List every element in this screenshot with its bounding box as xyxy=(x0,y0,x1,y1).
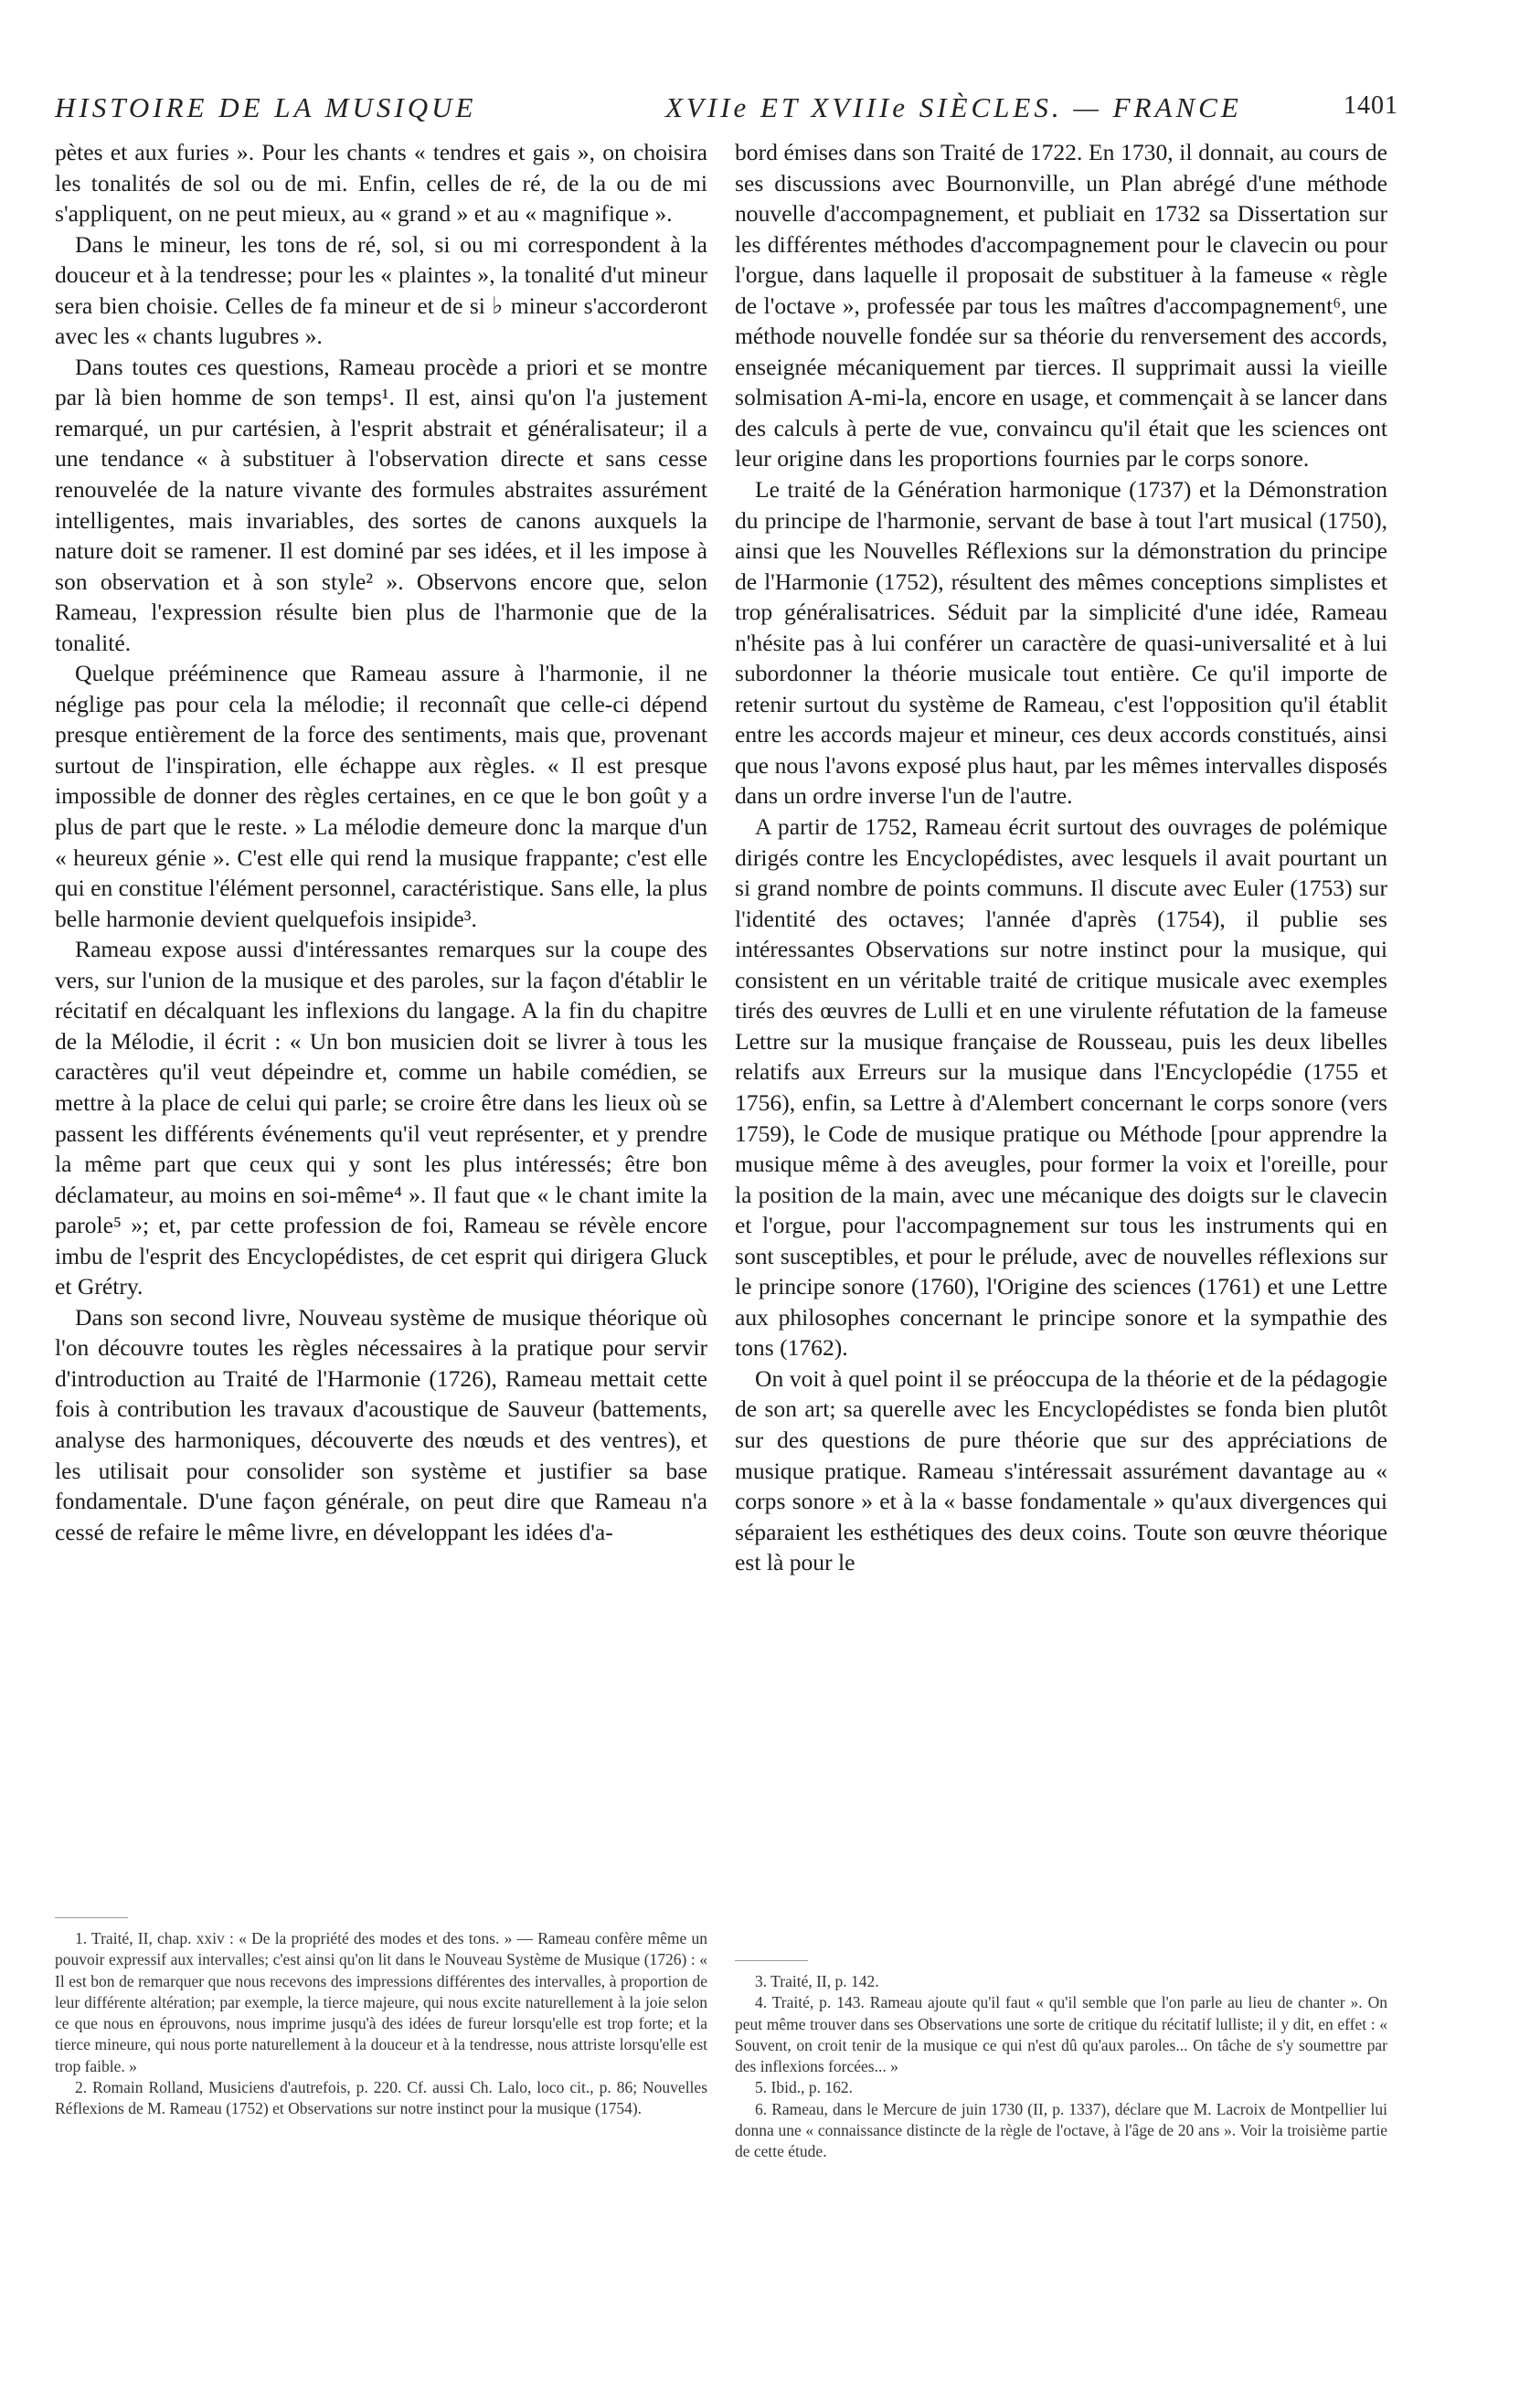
footnotes-left xyxy=(55,1928,707,2120)
footnote: 6. Rameau, dans le Mercure de juin 1730 (II, p. 1337), déclare que M. Lacroix de Montpellier lui donna une « connaissance distincte de la règle de l'octave, à l'âge de 20 ans ». Voir la troisième partie de cette étude. xyxy=(735,2099,1387,2161)
paragraph: bord émises dans son Traité de 1722. En 1730, il donnait, au cours de ses discussions avec Bournonville, un Plan abrégé d'une méthode nouvelle d'accompagnement, et publiait en 1732 sa Dissertation sur les différentes méthodes d'accompagnement pour le clavecin ou pour l'orgue, dans laquelle il proposait de substituer à la fameuse « règle de l'octave », professée par tous les maîtres d'accompagnement⁶, une méthode nouvelle fondée sur sa théorie du renversement des accords, enseignée mécaniquement par tierces. Il supprimait aussi la vieille solmisation A-mi-la, encore en usage, et commençait à se lancer dans des calculs à perte de vue, convaincu qu'il était que les sciences ont leur origine dans les proportions fournies par le corps sonore. xyxy=(735,139,1387,472)
footnote: 2. Romain Rolland, Musiciens d'autrefois, p. 220. Cf. aussi Ch. Lalo, loco cit., p. 86; Nouvelles Réflexions de M. Rameau (1752) et Observations sur notre instinct pour la musique (1754). xyxy=(55,2078,707,2118)
paragraph: Dans toutes ces questions, Rameau procède a priori et se montre par là bien homme de son temps¹. Il est, ainsi qu'on l'a justement remarqué, un pur cartésien, à l'esprit abstrait et généralisateur; il a une tendance « à substituer à l'observation directe et sans cesse renouvelée de la nature vivante des formules abstraites assurément intelligentes, mais invariables, des sortes de canons auxquels la nature doit se ramener. Il est dominé par ses idées, et il les impose à son observation et à son style² ». Observons encore que, selon Rameau, l'expression résulte bien plus de l'harmonie que de la tonalité. xyxy=(55,353,707,656)
paragraph: Le traité de la Génération harmonique (1737) et la Démonstration du principe de l'harmonie, servant de base à tout l'art musical (1750), ainsi que les Nouvelles Réflexions sur la démonstration du principe de l'Harmonie (1752), résultent des mêmes conceptions simplistes et trop généralisatrices. Séduit par la simplicité d'une idée, Rameau n'hésite pas à lui conférer un caractère de quasi-universalité et à lui subordonner la théorie musicale tout entière. Ce qu'il importe de retenir surtout du système de Rameau, c'est l'opposition qu'il établit entre les accords majeur et mineur, ces deux accords constitués, ainsi que nous l'avons exposé plus haut, par les mêmes intervalles disposés dans un ordre inverse l'un de l'autre. xyxy=(735,476,1387,810)
header-left-title: HISTOIRE DE LA MUSIQUE xyxy=(55,91,477,123)
paragraph: A partir de 1752, Rameau écrit surtout des ouvrages de polémique dirigés contre les Encyclopédistes, avec lesquels il avait pourtant un si grand nombre de points communs. Il discute avec Euler (1753) sur l'identité des octaves; l'année d'après (1754), il publie ses intéressantes Observations sur notre instinct pour la musique, qui consistent en un véritable traité de critique musicale avec exemples tirés des œuvres de Lulli et en une virulente réfutation de la fameuse Lettre sur la musique française de Rousseau, puis les deux libelles relatifs aux Erreurs sur la musique dans l'Encyclopédie (1755 et 1756), enfin, sa Lettre à d'Alembert concernant le corps sonore (vers 1759), le Code de musique pratique ou Méthode [pour apprendre la musique même à des aveugles, pour former la voix et l'oreille, pour la position de la main, avec une mécanique des doigts sur le clavecin et l'orgue, pour l'accompagnement sur tous les instruments qui en sont susceptibles, et pour le prélude, avec de nouvelles réflexions sur le principe sonore (1760), l'Origine des sciences (1761) et une Lettre aux philosophes concernant le principe sonore et la sympathie des tons (1762). xyxy=(735,813,1387,1362)
paragraph: Dans son second livre, Nouveau système de musique théorique où l'on découvre toutes les règles nécessaires à la pratique pour servir d'introduction au Traité de l'Harmonie (1726), Rameau mettait cette fois à contribution les travaux d'acoustique de Sauveur (battements, analyse des harmoniques, découverte des nœuds et des ventres), et les utilisait pour consolider son système et justifier sa base fondamentale. D'une façon générale, on peut dire que Rameau n'a cessé de refaire le même livre, en développant les idées d'a- xyxy=(55,1303,707,1545)
footnote: 5. Ibid., p. 162. xyxy=(755,2078,853,2097)
paragraph: On voit à quel point il se préoccupa de la théorie et de la pédagogie de son art; sa querelle avec les Encyclopédistes se fonda bien plutôt sur des questions de pure théorie que sur des appréciations de musique pratique. Rameau s'intéressait assurément davantage au « corps sonore » et à la « basse fondamentale » qu'aux divergences qui séparaient les esthétiques des deux coins. Toute son œuvre théorique est là pour le xyxy=(735,1364,1387,1576)
footnote: 3. Traité, II, p. 142. xyxy=(755,1972,879,1990)
right-column xyxy=(735,137,1387,1578)
paragraph: Rameau expose aussi d'intéressantes remarques sur la coupe des vers, sur l'union de la musique et des paroles, sur la façon d'établir le récitatif en décalquant les inflexions du langage. A la fin du chapitre de la Mélodie, il écrit : « Un bon musicien doit se livrer à tous les caractères qu'il veut dépeindre et, comme un habile comédien, se mettre à la place de celui qui parle; se croire être dans les lieux où se passent les différents événements qu'il veut représenter, et y prendre la même part que ceux qui y sont les plus intéressés; être bon déclamateur, au moins en soi-même⁴ ». Il faut que « le chant imite la parole⁵ »; et, par cette profession de foi, Rameau se révèle encore imbu de l'esprit des Encyclopédistes, de cet esprit qui dirigera Gluck et Grétry. xyxy=(55,936,707,1300)
footnote: 1. Traité, II, chap. xxiv : « De la propriété des modes et des tons. » — Rameau confère même un pouvoir expressif aux intervalles; c'est ainsi qu'on lit dans le Nouveau Système de Musique (1726) : « Il est bon de remarquer que nous recevons des impressions différentes des intervalles, à proportion de leur différente altération; par exemple, la tierce majeure, qui nous excite naturellement à la joie selon ce que nous en éprouvons, nous imprime jusqu'à des idées de fureur lorsqu'elle est trop forte; et la tierce mineure, qui nous porte naturellement à la douceur et à la tendresse, nous attriste lorsqu'elle est trop faible. » xyxy=(55,1929,707,2075)
header-right-title: XVIIe ET XVIIIe SIÈCLES. — FRANCE xyxy=(665,91,1242,123)
footnotes-right xyxy=(735,1971,1387,2163)
paragraph: pètes et aux furies ». Pour les chants « tendres et gais », on choisira les tonalités de sol ou de mi. Enfin, celles de ré, de la ou de mi s'appliquent, on ne peut mieux, au « grand » et au « magnifique ». xyxy=(55,139,707,228)
footnote-divider xyxy=(55,1917,128,1918)
paragraph: Quelque prééminence que Rameau assure à l'harmonie, il ne néglige pas pour cela la mélodie; il reconnaît que celle-ci dépend presque entièrement de la force des sentiments, mais que, provenant surtout de l'inspiration, elle échappe aux règles. « Il est presque impossible de donner des règles certaines, en ce que le bon goût y a plus de part que le reste. » La mélodie demeure donc la marque d'un « heureux génie ». C'est elle qui rend la musique frappante; c'est elle qui en constitue l'élément personnel, caractéristique. Sans elle, la plus belle harmonie devient quelquefois insipide³. xyxy=(55,660,707,932)
footnote: 4. Traité, p. 143. Rameau ajoute qu'il faut « qu'il semble que l'on parle au lieu de chanter ». On peut même trouver dans ses Observations une sorte de critique du récitatif lulliste; il y dit, en effet : « Souvent, on croit tenir de la musique ce qui n'est dû qu'aux paroles... On tâche de s'y soumettre par des inflexions forcées... » xyxy=(735,1993,1387,2076)
page-number: 1401 xyxy=(1344,91,1398,120)
running-header xyxy=(55,91,1398,130)
paragraph: Dans le mineur, les tons de ré, sol, si ou mi correspondent à la douceur et à la tendresse; pour les « plaintes », la tonalité d'ut mineur sera bien choisie. Celles de fa mineur et de si ♭ mineur s'accorderont avec les « chants lugubres ». xyxy=(55,230,707,350)
footnote-divider xyxy=(735,1960,808,1961)
left-column xyxy=(55,137,707,1547)
